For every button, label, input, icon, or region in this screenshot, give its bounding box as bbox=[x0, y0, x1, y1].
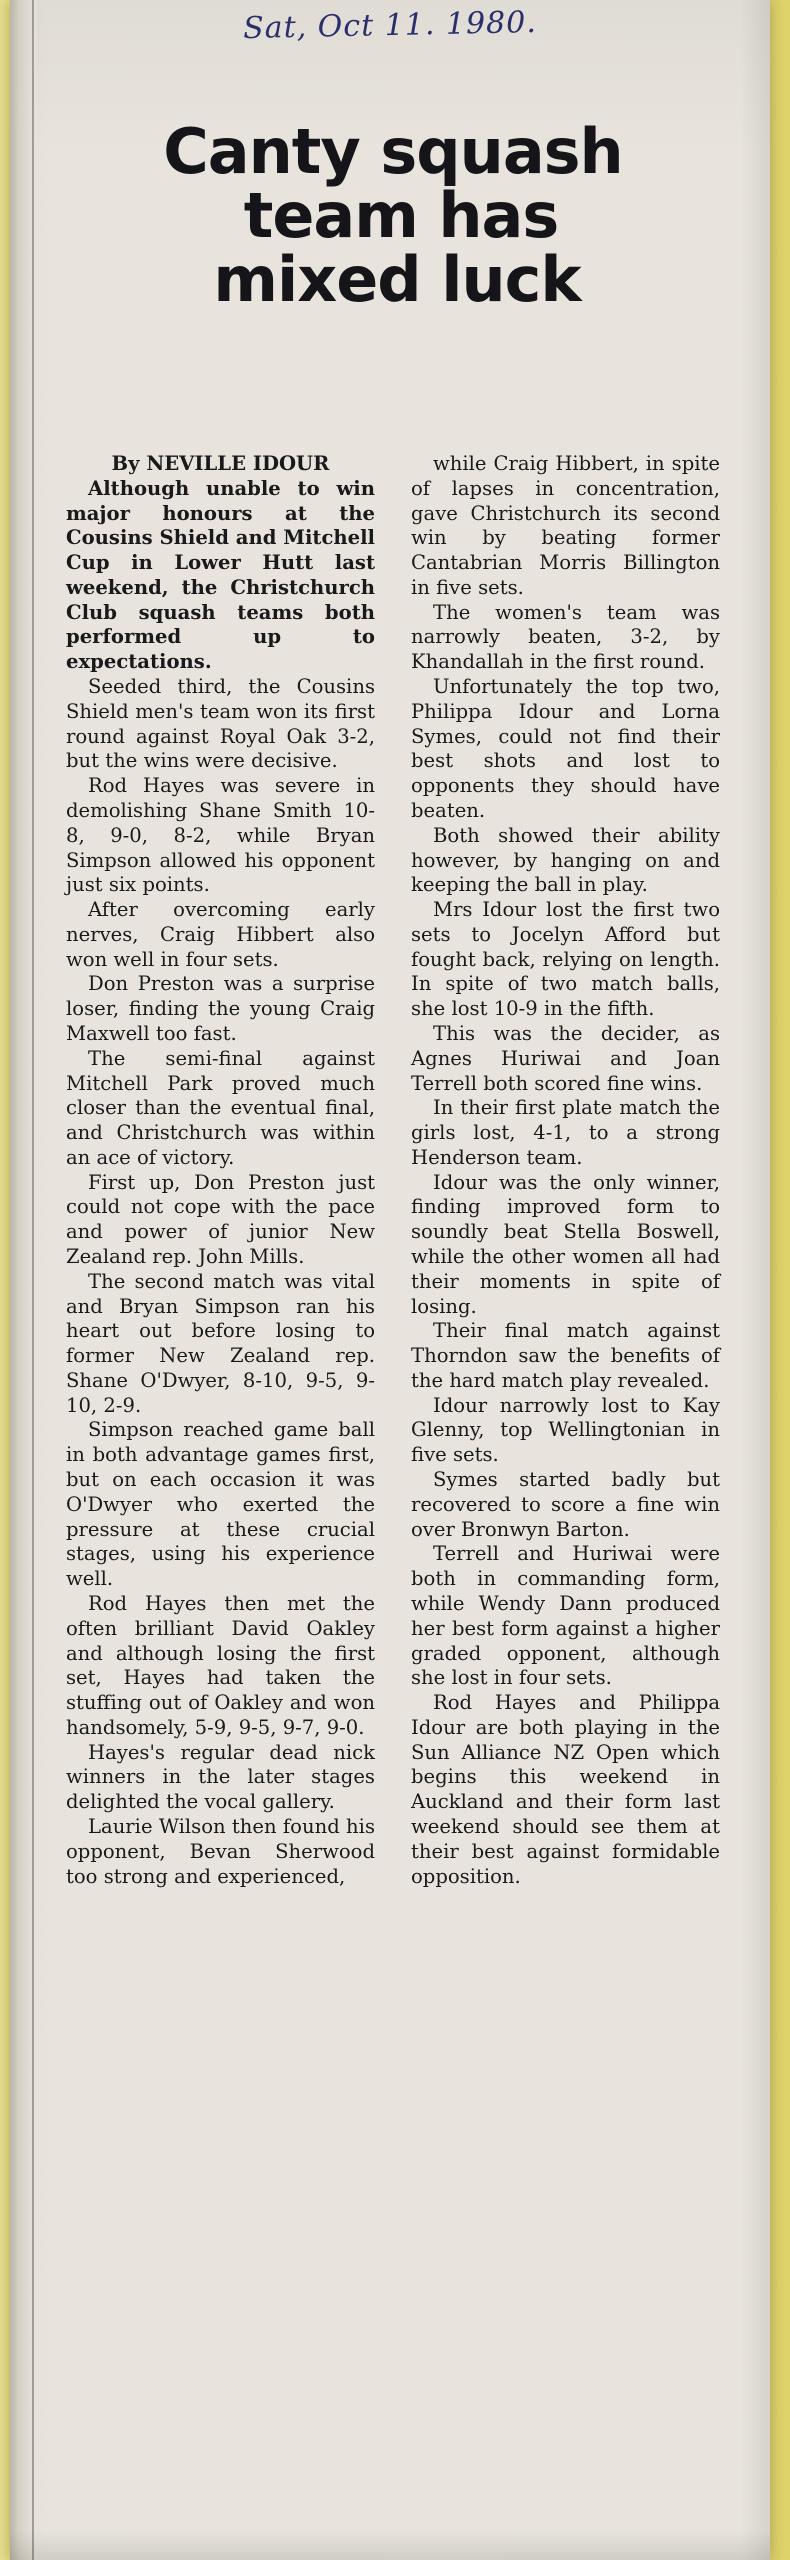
article-columns bbox=[66, 452, 720, 2502]
bottom-edge-shadow bbox=[10, 2530, 770, 2560]
headline-line-2: team has bbox=[243, 178, 559, 252]
paragraph: First up, Don Preston just could not cope with the pace and power of junior New Zealand rep. John Mills. bbox=[66, 1170, 375, 1268]
article-column-right bbox=[411, 452, 720, 2502]
headline-line-3: mixed luck bbox=[213, 242, 581, 316]
paragraph: Although unable to win major honours at the Cousins Shield and Mitchell Cup in Lower Hutt last weekend, the Christchurch Club squash teams both performed up to expectations. bbox=[66, 476, 375, 674]
paragraph: Both showed their ability however, by hanging on and keeping the ball in play. bbox=[411, 823, 720, 897]
paragraph: Terrell and Huriwai were both in commanding form, while Wendy Dann produced her best form against a higher graded opponent, although she lost in four sets. bbox=[411, 1542, 720, 1690]
paragraph: Seeded third, the Cousins Shield men's team won its first round against Royal Oak 3-2, but the wins were decisive. bbox=[66, 675, 375, 773]
left-edge-rule bbox=[32, 0, 34, 2560]
paragraph: while Craig Hibbert, in spite of lapses in concentration, gave Christchurch its second win by beating former Cantabrian Morris Billington in five sets. bbox=[411, 452, 720, 599]
handwritten-date: Sat, Oct 11. 1980. bbox=[242, 4, 538, 47]
paragraph: Rod Hayes and Philippa Idour are both playing in the Sun Alliance NZ Open which begins this weekend in Auckland and their form last weekend should see them at their best against formidable opposition. bbox=[411, 1691, 720, 1888]
paragraph: The women's team was narrowly beaten, 3-2, by Khandallah in the first round. bbox=[411, 600, 720, 674]
paragraph: Mrs Idour lost the first two sets to Jocelyn Afford but fought back, relying on length. In spite of two match balls, she lost 10-9 in the fifth. bbox=[411, 898, 720, 1021]
paragraph: The semi-final against Mitchell Park proved much closer than the eventual final, and Christchurch was within an ace of victory. bbox=[66, 1046, 375, 1169]
paragraph: Idour was the only winner, finding improved form to soundly beat Stella Boswell, while the other women all had their moments in spite of losing. bbox=[411, 1170, 720, 1318]
headline-line-1: Canty squash bbox=[163, 115, 623, 188]
byline: By NEVILLE IDOUR bbox=[111, 452, 330, 475]
paragraph: Symes started badly but recovered to score a fine win over Bronwyn Barton. bbox=[411, 1468, 720, 1541]
paragraph: Unfortunately the top two, Philippa Idour and Lorna Symes, could not find their best shots and lost to opponents they should have beaten. bbox=[411, 675, 720, 822]
paragraph: Idour narrowly lost to Kay Glenny, top Wellingtonian in five sets. bbox=[411, 1393, 720, 1467]
paragraph: Don Preston was a surprise loser, finding the young Craig Maxwell too fast. bbox=[66, 972, 375, 1045]
paragraph: Laurie Wilson then found his opponent, Bevan Sherwood too strong and experienced, bbox=[66, 1814, 375, 1888]
paragraph: Rod Hayes then met the often brilliant David Oakley and although losing the first set, Hayes had taken the stuffing out of Oakley and won handsomely, 5-9, 9-5, 9-7, 9-0. bbox=[66, 1591, 375, 1739]
paragraph: This was the decider, as Agnes Huriwai and Joan Terrell both scored fine wins. bbox=[411, 1021, 720, 1095]
newspaper-clipping bbox=[10, 0, 770, 2560]
paragraph: In their first plate match the girls lost, 4-1, to a strong Henderson team. bbox=[411, 1096, 720, 1169]
paragraph: Their final match against Thorndon saw the benefits of the hard match play revealed. bbox=[411, 1319, 720, 1392]
headline bbox=[62, 115, 730, 316]
paragraph: The second match was vital and Bryan Simpson ran his heart out before losing to former New Zealand rep. Shane O'Dwyer, 8-10, 9-5, 9-10, 2-9. bbox=[66, 1269, 375, 1417]
article-column-left bbox=[66, 452, 375, 2502]
paragraph: Hayes's regular dead nick winners in the later stages delighted the vocal gallery. bbox=[66, 1740, 375, 1814]
paragraph: Simpson reached game ball in both advantage games first, but on each occasion it was O'Dwyer who exerted the pressure at these crucial stages, using his experience well. bbox=[66, 1418, 375, 1591]
paragraph: Rod Hayes was severe in demolishing Shane Smith 10-8, 9-0, 8-2, while Bryan Simpson allowed his opponent just six points. bbox=[66, 774, 375, 897]
paragraph: After overcoming early nerves, Craig Hibbert also won well in four sets. bbox=[66, 898, 375, 971]
